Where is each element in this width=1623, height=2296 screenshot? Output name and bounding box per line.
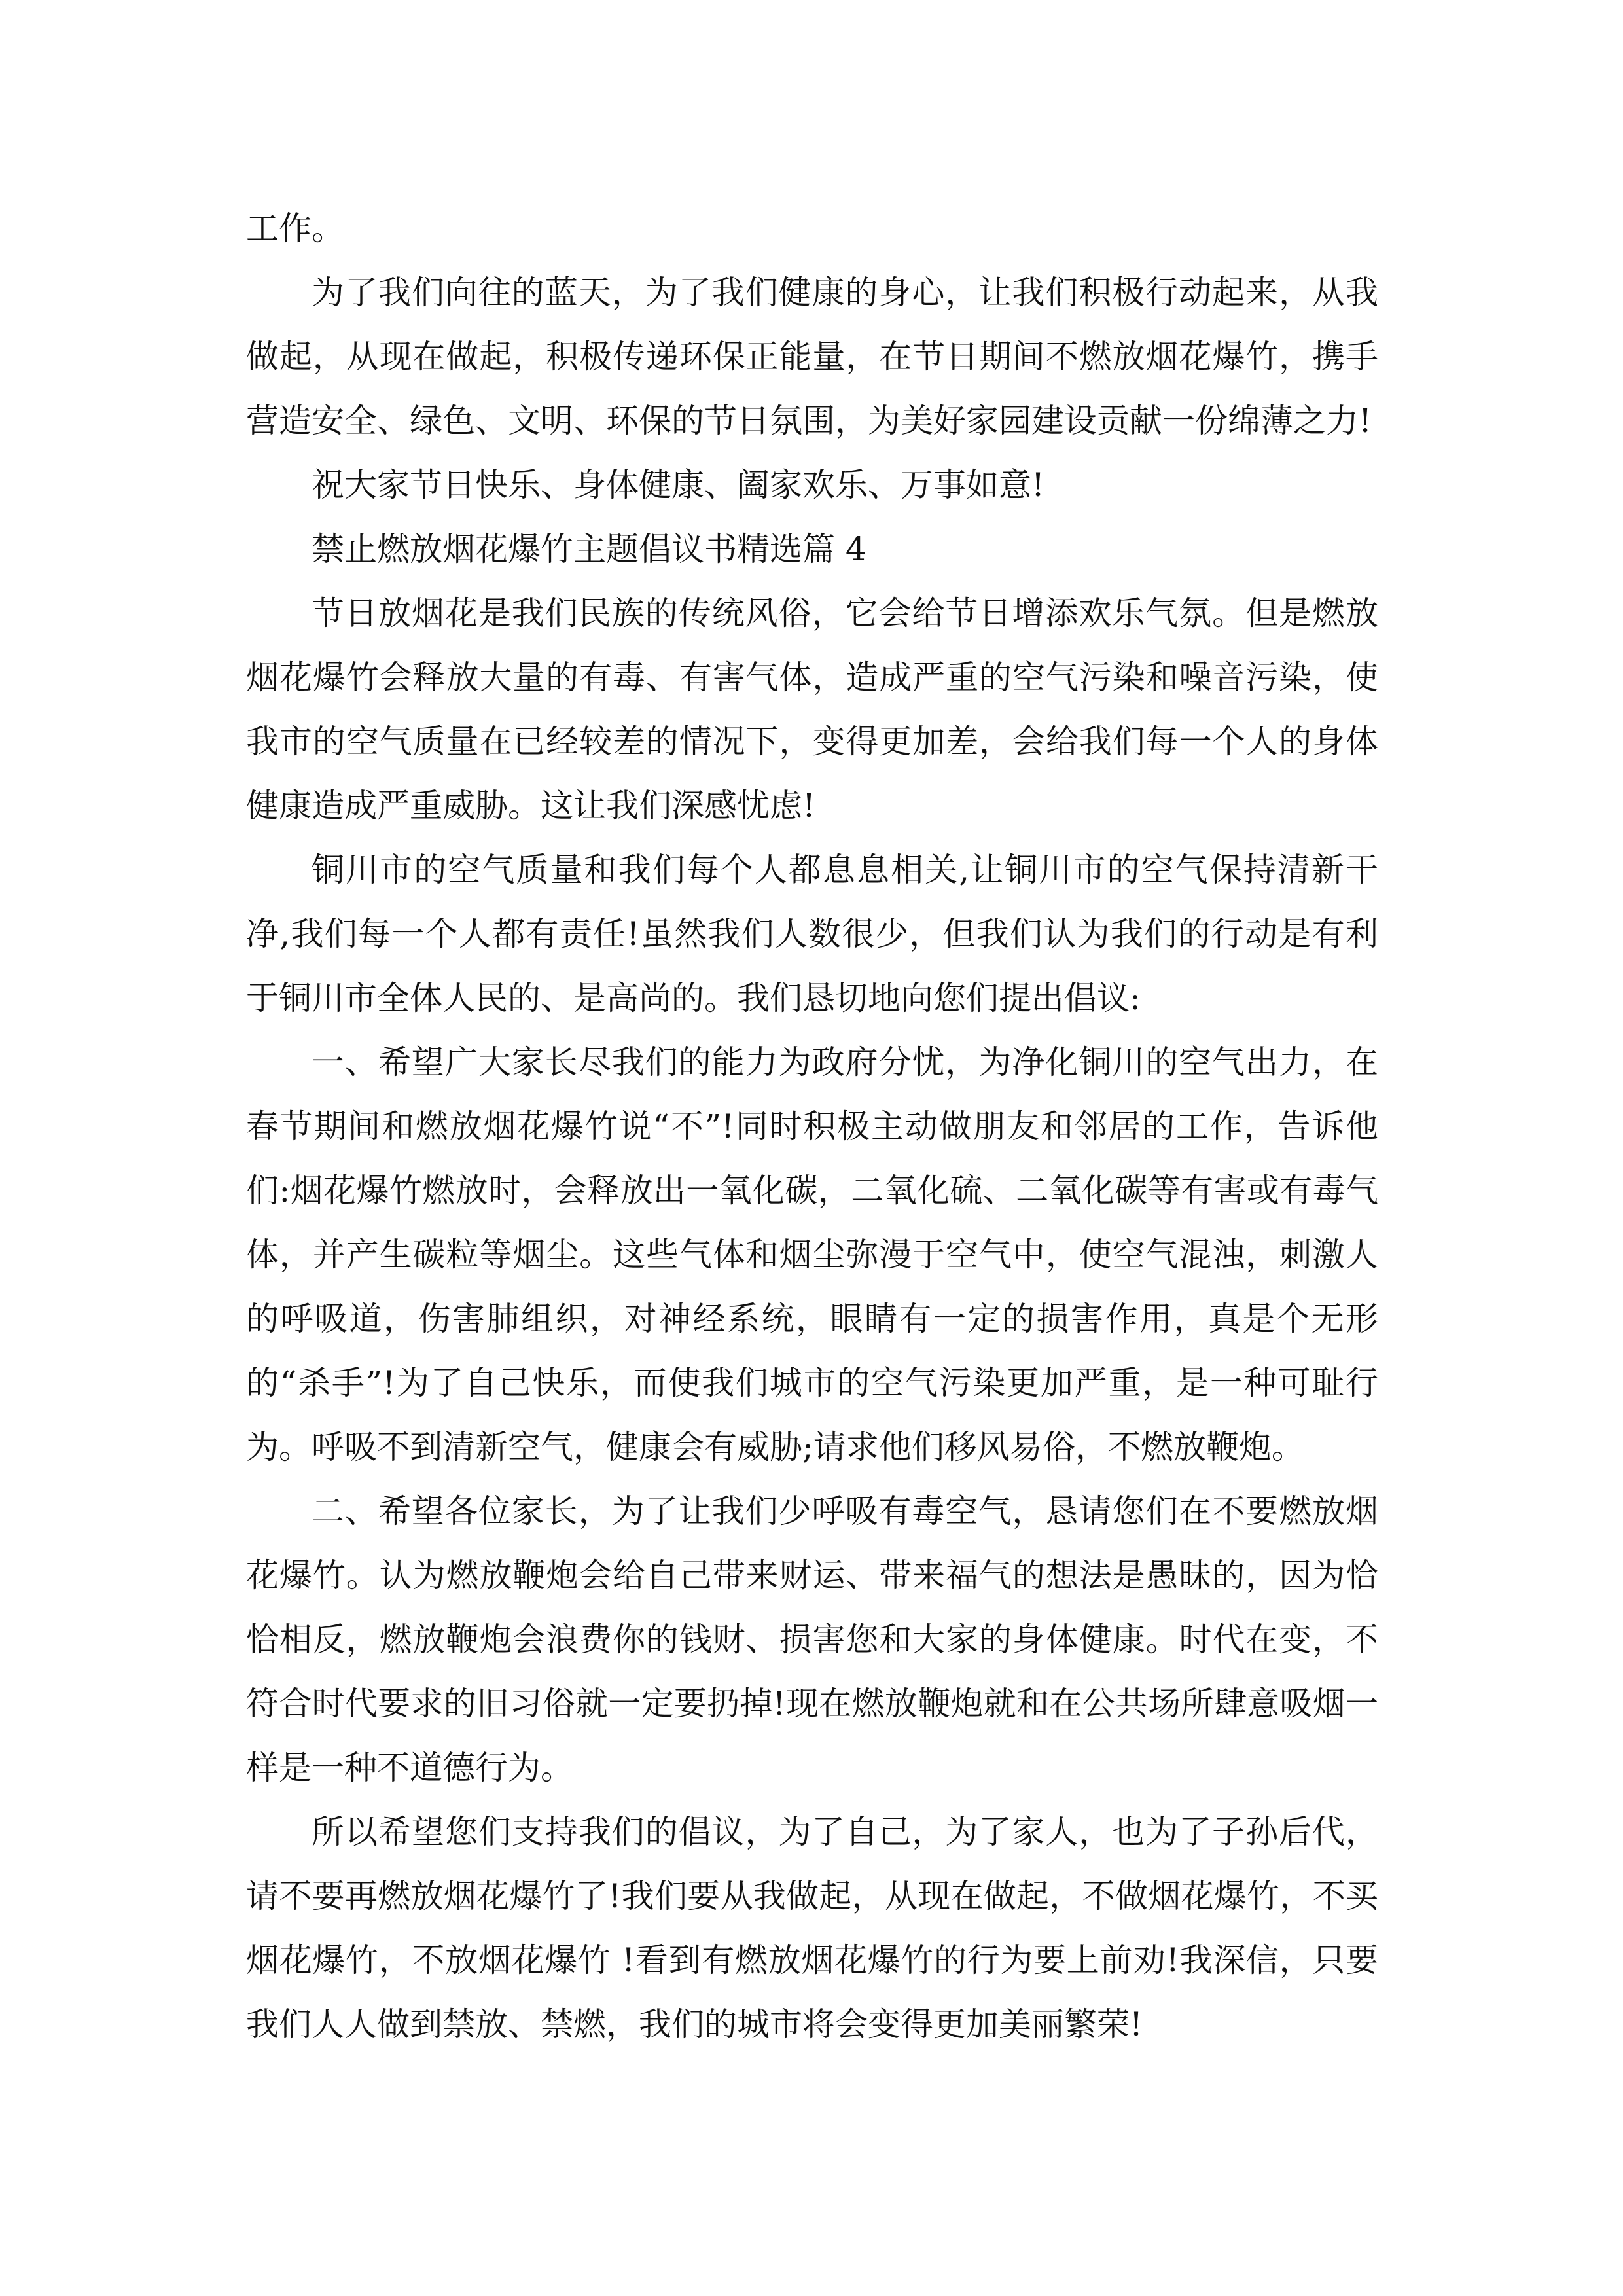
paragraph-proposal-two: 二、希望各位家长，为了让我们少呼吸有毒空气，恳请您们在不要燃放烟花爆竹。认为燃放鞭炮会给自己带来财运、带来福气的想法是愚昧的，因为恰恰相反，燃放鞭炮会浪费你的钱财、损害您和大家的身体健康。时代在变，不符合时代要求的旧习俗就一定要扔掉!现在燃放鞭炮就和在公共场所肆意吸烟一样是一种不道德行为。	[246, 1492, 1378, 1787]
section-heading: 禁止燃放烟花爆竹主题倡议书精选篇 4	[312, 530, 866, 568]
document-body	[246, 196, 1378, 2056]
paragraph-air-quality: 铜川市的空气质量和我们每个人都息息相关,让铜川市的空气保持清新干净,我们每一个人都有责任!虽然我们人数很少，但我们认为我们的行动是有利于铜川市全体人民的、是高尚的。我们恳切地向您们提出倡议:	[246, 851, 1378, 1017]
paragraph-continuation: 工作。	[246, 209, 344, 247]
paragraph-conclusion: 所以希望您们支持我们的倡议，为了自己，为了家人，也为了子孙后代，请不要再燃放烟花爆竹了!我们要从我做起，从现在做起，不做烟花爆竹，不买烟花爆竹，不放烟花爆竹 !看到有燃放烟花爆竹的行为要上前劝!我深信，只要我们人人做到禁放、禁燃，我们的城市将会变得更加美丽繁荣!	[246, 1813, 1378, 2043]
paragraph-proposal-one: 一、希望广大家长尽我们的能力为政府分忧，为净化铜川的空气出力，在春节期间和燃放烟花爆竹说“不”!同时积极主动做朋友和邻居的工作，告诉他们:烟花爆竹燃放时，会释放出一氧化碳，二氧化硫、二氧化碳等有害或有毒气体，并产生碳粒等烟尘。这些气体和烟尘弥漫于空气中，使空气混浊，刺激人的呼吸道，伤害肺组织，对神经系统，眼睛有一定的损害作用，真是个无形的“杀手”!为了自己快乐，而使我们城市的空气污染更加严重，是一种可耻行为。呼吸不到清新空气，健康会有威胁;请求他们移风易俗，不燃放鞭炮。	[246, 1043, 1378, 1466]
paragraph-wishes: 祝大家节日快乐、身体健康、阖家欢乐、万事如意!	[312, 466, 1045, 504]
paragraph-call-to-action: 为了我们向往的蓝天，为了我们健康的身心，让我们积极行动起来，从我做起，从现在做起，积极传递环保正能量，在节日期间不燃放烟花爆竹，携手营造安全、绿色、文明、环保的节日氛围，为美好家园建设贡献一份绵薄之力!	[246, 274, 1378, 440]
paragraph-intro: 节日放烟花是我们民族的传统风俗，它会给节日增添欢乐气氛。但是燃放烟花爆竹会释放大量的有毒、有害气体，造成严重的空气污染和噪音污染，使我市的空气质量在已经较差的情况下，变得更加差，会给我们每一个人的身体健康造成严重威胁。这让我们深感忧虑!	[246, 594, 1378, 825]
